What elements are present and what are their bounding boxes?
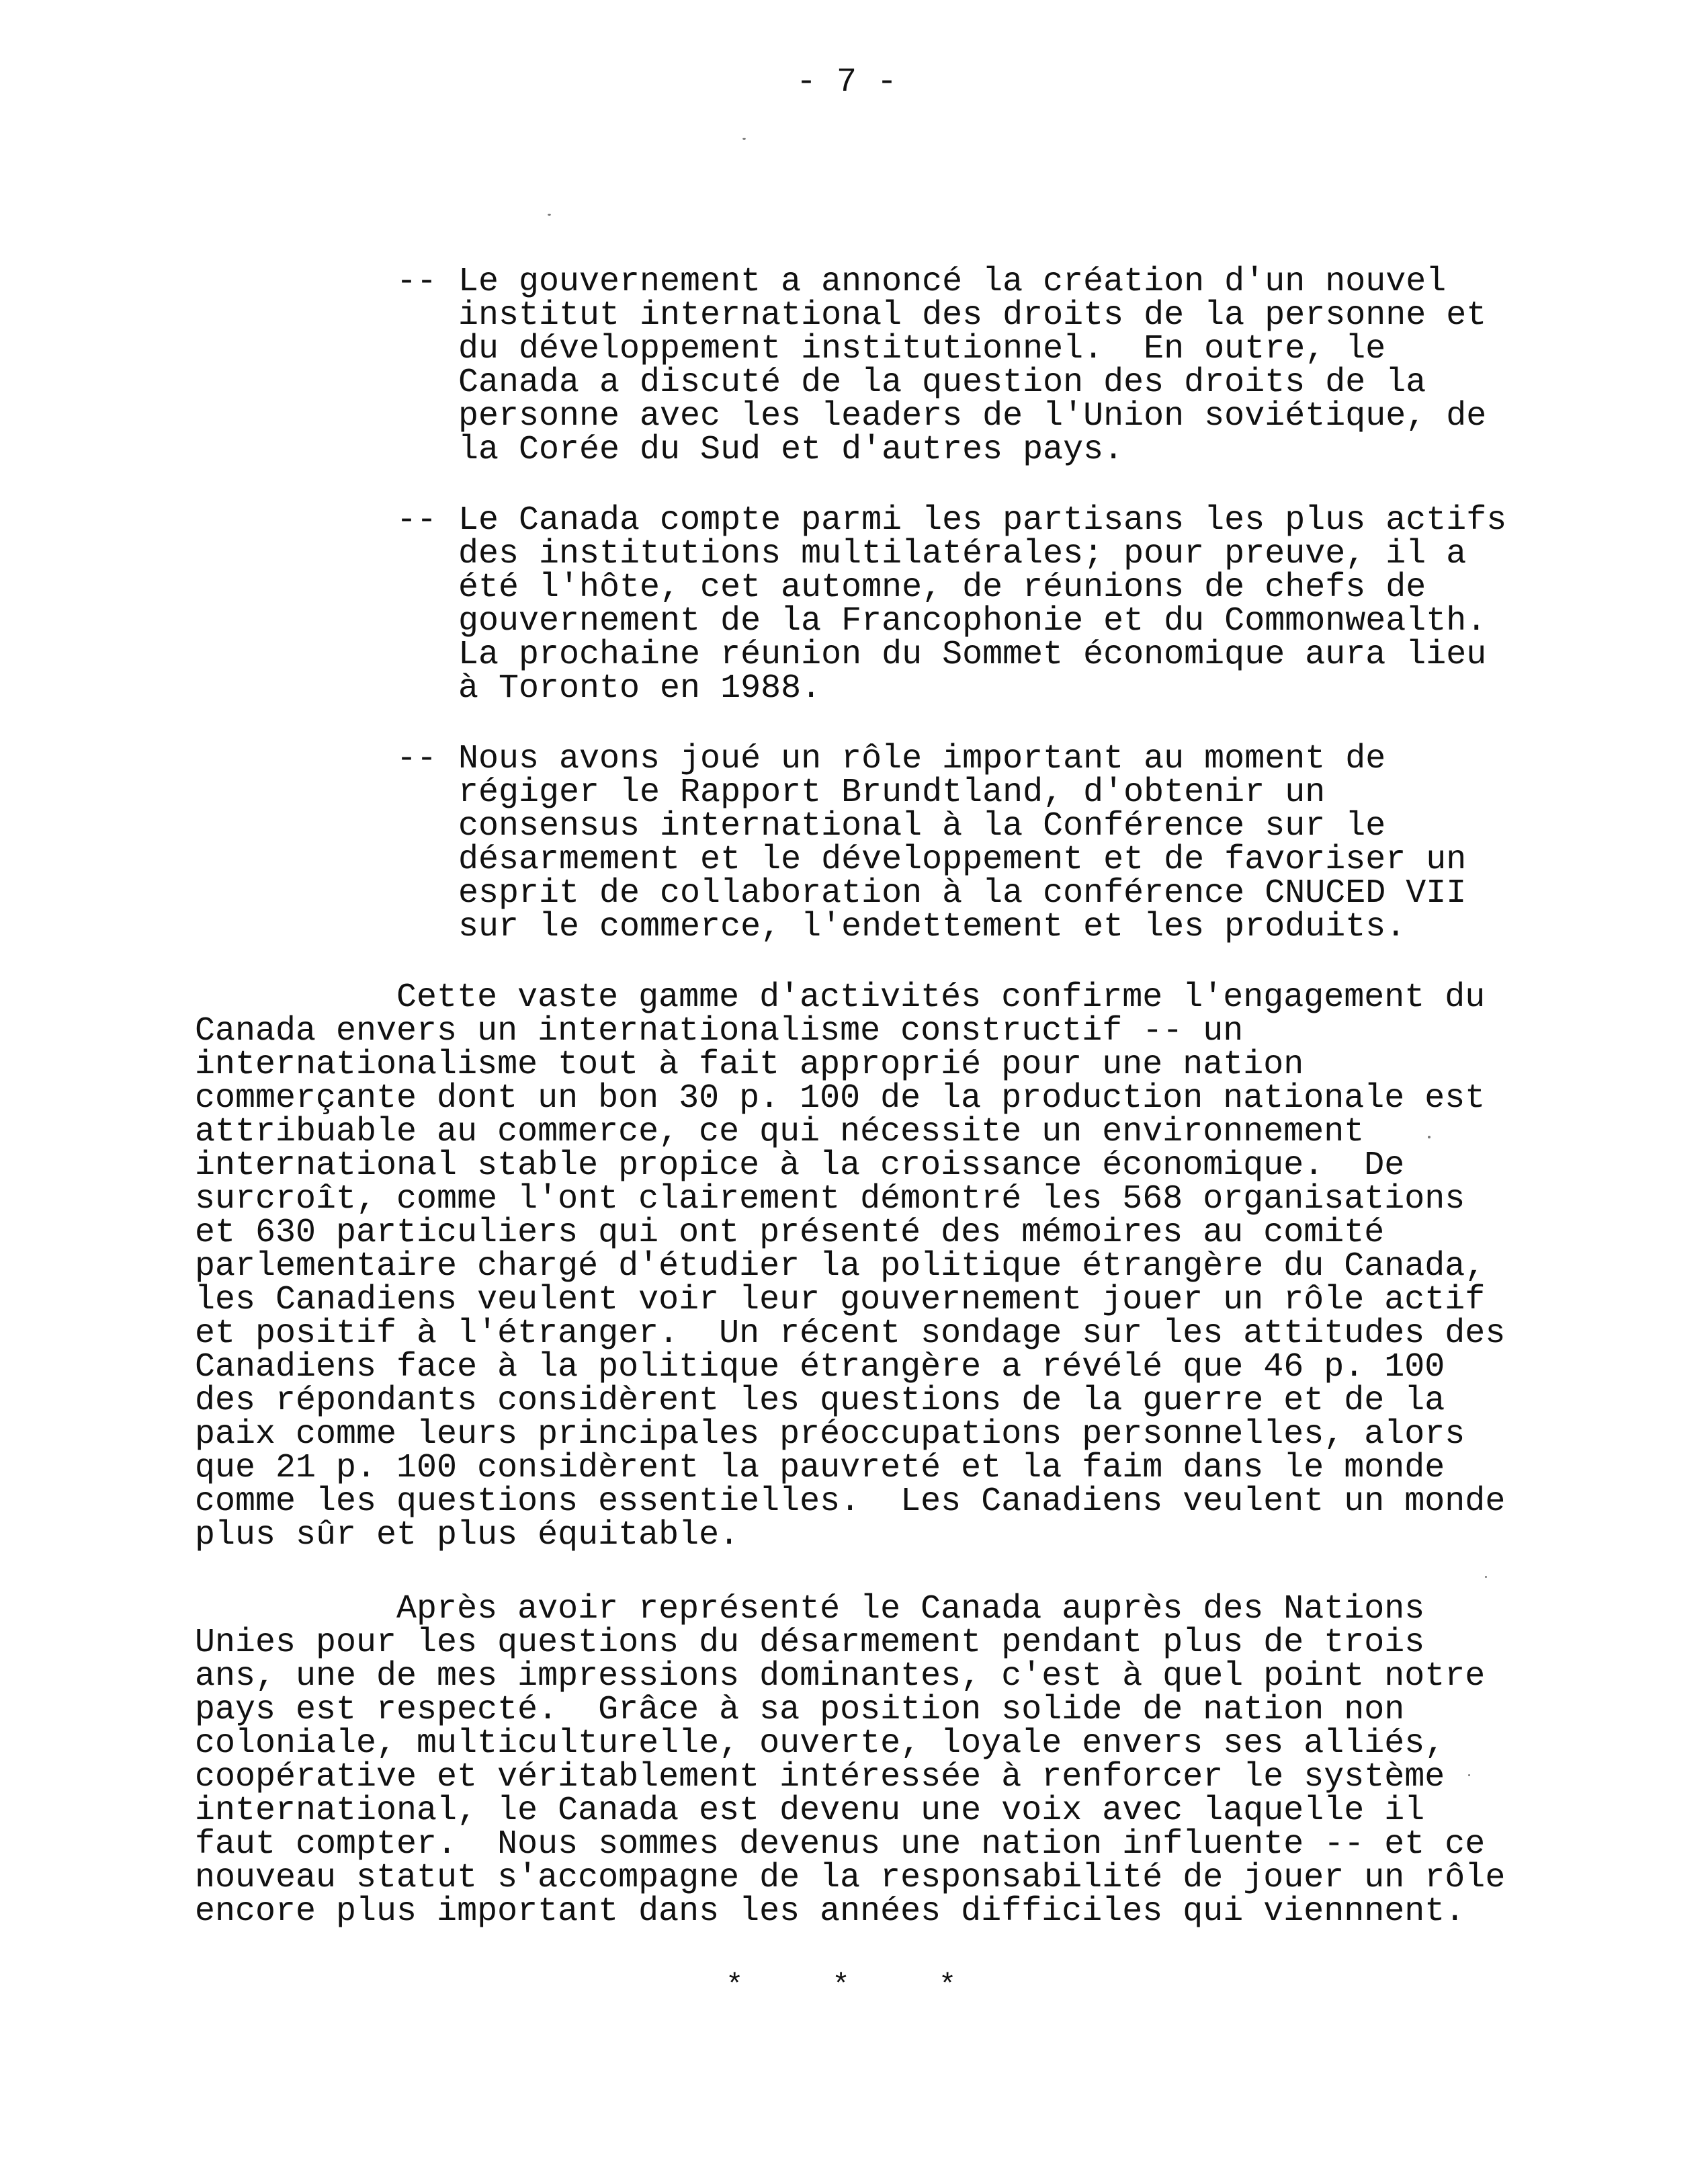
text-line: plus sûr et plus équitable. (195, 1516, 740, 1554)
text-line: les Canadiens veulent voir leur gouvernement jouer un rôle actif (195, 1281, 1486, 1319)
bullet-dash: -- (396, 501, 437, 540)
text-line: Canada a discuté de la question des droits de la (458, 364, 1426, 402)
text-line: sur le commerce, l'endettement et les produits. (458, 908, 1406, 946)
text-line: consensus international à la Conférence sur le (458, 807, 1386, 845)
text-line: international, le Canada est devenu une voix avec laquelle il (195, 1792, 1425, 1830)
text-line: Unies pour les questions du désarmement pendant plus de trois (195, 1624, 1425, 1662)
text-line: nouveau statut s'accompagne de la responsabilité de jouer un rôle (195, 1859, 1506, 1897)
text-line: Après avoir représenté le Canada auprès des Nations (195, 1590, 1425, 1628)
bullet-dash: -- (396, 740, 437, 778)
text-line: paix comme leurs principales préoccupations personnelles, alors (195, 1415, 1465, 1454)
text-line: Canada envers un internationalisme constructif -- un (195, 1012, 1244, 1050)
text-line: que 21 p. 100 considèrent la pauvreté et la faim dans le monde (195, 1449, 1445, 1487)
text-line: parlementaire chargé d'étudier la politique étrangère du Canada, (195, 1247, 1486, 1286)
body-paragraph (195, 978, 1506, 1554)
text-line: désarmement et le développement et de favoriser un (458, 841, 1467, 879)
text-line: été l'hôte, cet automne, de réunions de chefs de (458, 569, 1426, 607)
text-line: et 630 particuliers qui ont présenté des mémoires au comité (195, 1214, 1385, 1252)
page-number: - 7 - (796, 63, 898, 101)
body-paragraph (195, 1590, 1506, 1931)
text-line: la Corée du Sud et d'autres pays. (458, 431, 1124, 469)
text-line: ans, une de mes impressions dominantes, c'est à quel point notre (195, 1657, 1486, 1696)
bullet-text (458, 740, 1467, 946)
text-line: esprit de collaboration à la conférence CNUCED VII (458, 874, 1467, 913)
text-line: du développement institutionnel. En outre, le (458, 330, 1386, 368)
scan-speck (1468, 1774, 1470, 1776)
text-line: personne avec les leaders de l'Union soviétique, de (458, 397, 1487, 435)
text-line: La prochaine réunion du Sommet économique aura lieu (458, 636, 1487, 674)
text-line: faut compter. Nous sommes devenus une nation influente -- et ce (195, 1825, 1486, 1864)
bullet-text (458, 501, 1507, 708)
text-line: comme les questions essentielles. Les Canadiens veulent un monde (195, 1483, 1506, 1521)
scan-speck (548, 214, 551, 216)
text-line: commerçante dont un bon 30 p. 100 de la production nationale est (195, 1079, 1486, 1118)
text-line: Nous avons joué un rôle important au moment de (458, 740, 1386, 778)
scan-speck (1485, 1576, 1487, 1578)
text-line: Cette vaste gamme d'activités confirme l'engagement du (195, 978, 1486, 1017)
text-line: attribuable au commerce, ce qui nécessite un environnement (195, 1113, 1365, 1151)
text-line: des institutions multilatérales; pour preuve, il a (458, 535, 1467, 573)
bullet-dash: -- (396, 263, 437, 301)
text-line: coopérative et véritablement intéressée à renforcer le système (195, 1758, 1445, 1796)
bullet-text (458, 265, 1486, 467)
text-line: coloniale, multiculturelle, ouverte, loyale envers ses alliés, (195, 1724, 1445, 1763)
text-line: pays est respecté. Grâce à sa position solide de nation non (195, 1691, 1405, 1729)
text-line: Le gouvernement a annoncé la création d'un nouvel (458, 263, 1447, 301)
text-line: et positif à l'étranger. Un récent sondage sur les attitudes des (195, 1314, 1506, 1353)
text-line: Canadiens face à la politique étrangère a révélé que 46 p. 100 (195, 1348, 1445, 1386)
scan-speck (742, 138, 746, 140)
text-line: Le Canada compte parmi les partisans les plus actifs (458, 501, 1507, 540)
scan-speck (1428, 1136, 1431, 1138)
text-line: institut international des droits de la personne et (458, 296, 1487, 335)
text-line: à Toronto en 1988. (458, 669, 822, 708)
text-line: régiger le Rapport Brundtland, d'obtenir un (458, 774, 1326, 812)
text-line: internationalisme tout à fait approprié pour une nation (195, 1046, 1304, 1084)
text-line: gouvernement de la Francophonie et du Commonwealth. (458, 602, 1487, 640)
text-line: surcroît, comme l'ont clairement démontré les 568 organisations (195, 1180, 1465, 1218)
section-end-stars: * * * (726, 1969, 957, 2003)
text-line: international stable propice à la croissance économique. De (195, 1146, 1405, 1185)
text-line: encore plus important dans les années difficiles qui viennnent. (195, 1892, 1465, 1931)
text-line: des répondants considèrent les questions de la guerre et de la (195, 1382, 1445, 1420)
